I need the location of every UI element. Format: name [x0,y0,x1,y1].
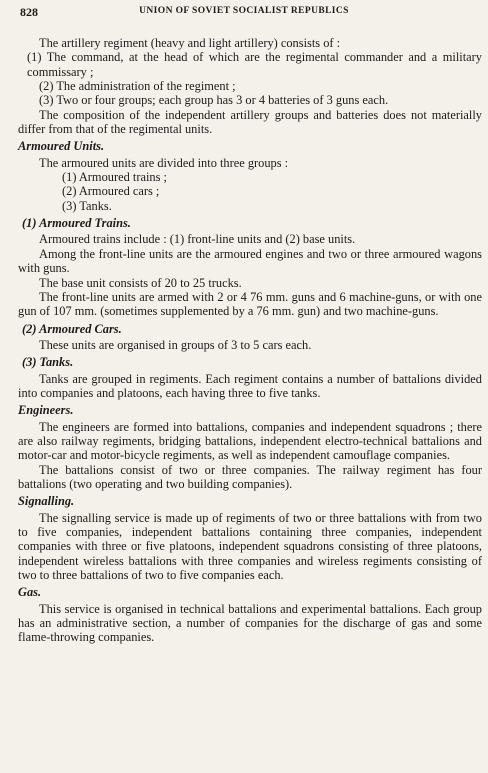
paragraph: This service is organised in technical battalions and experimental battalions. Each group has an administrative section, a number of companies for the discharge of gas and some flame-throwing companies. [18,601,482,645]
gas-section [18,585,482,644]
page-header [0,0,488,24]
list-item: (3) Tanks. [62,198,112,213]
armoured-trains-section [18,216,482,318]
section-heading: Armoured Units. [18,139,105,154]
paragraph: The front-line units are armed with 2 or 4 76 mm. guns and 6 machine-guns, or with one gun of 107 mm. (sometimes supplemented by a 76 mm. gun) and two machine-guns. [18,289,482,319]
section-heading: Engineers. [18,403,74,418]
page-number: 828 [20,5,38,19]
paragraph: These units are organised in groups of 3 to 5 cars each. [39,337,312,352]
section-heading: Signalling. [18,494,75,509]
paragraph: The battalions consist of two or three companies. The railway regiment has four battalions (two operating and two building companies). [18,462,482,491]
artillery-section [18,36,482,136]
tanks-section [18,355,482,400]
list-item: (1) Armoured trains ; [62,170,167,185]
paragraph: Armoured trains include : (1) front-line units and (2) base units. [39,232,356,247]
paragraph: The base unit consists of 20 to 25 trucks. [39,275,242,290]
artillery-item-1: (1) The command, at the head of which are the regimental commander and a military commissary ; [27,50,482,79]
artillery-item-3: (3) Two or four groups; each group has 3 or 4 batteries of 3 guns each. [39,93,389,108]
engineers-section [18,403,482,491]
paragraph: The signalling service is made up of regiments of two or three battalions with from two to five companies, independent battalions containing three companies, independent companies with three or five platoons, independent squadrons consisting of three platoons, independent wireless battalions with three companies and wireless regiments consisting of two to three battalions of two to five companies each. [18,510,482,583]
section-heading: (3) Tanks. [22,355,74,370]
section-heading: Gas. [18,585,42,600]
paragraph: Among the front-line units are the armoured engines and two or three armoured wagons with guns. [18,246,482,276]
running-head: UNION OF SOVIET SOCIALIST REPUBLICS [139,6,349,16]
paragraph: The engineers are formed into battalions, companies and independent squadrons ; there are also railway regiments, bridging battalions, independent electro-technical battalions and motor-car and motor-bicycle regiments, as well as independent camouflage companies. [18,419,482,463]
section-heading: (2) Armoured Cars. [22,321,122,336]
body-text [18,36,482,645]
section-heading: (1) Armoured Trains. [22,216,131,231]
armoured-units-intro: The armoured units are divided into three groups : [39,155,289,170]
armoured-units-section [18,139,482,213]
artillery-composition: The composition of the independent artillery groups and batteries does not materially differ from that of the regimental units. [18,107,482,137]
list-item: (2) Armoured cars ; [62,184,160,199]
armoured-cars-section [18,322,482,353]
artillery-item-2: (2) The administration of the regiment ; [39,79,236,94]
signalling-section [18,494,482,582]
paragraph: Tanks are grouped in regiments. Each regiment contains a number of battalions divided into companies and platoons, each having three to five tanks. [18,371,482,400]
artillery-intro: The artillery regiment (heavy and light artillery) consists of : [39,36,341,50]
